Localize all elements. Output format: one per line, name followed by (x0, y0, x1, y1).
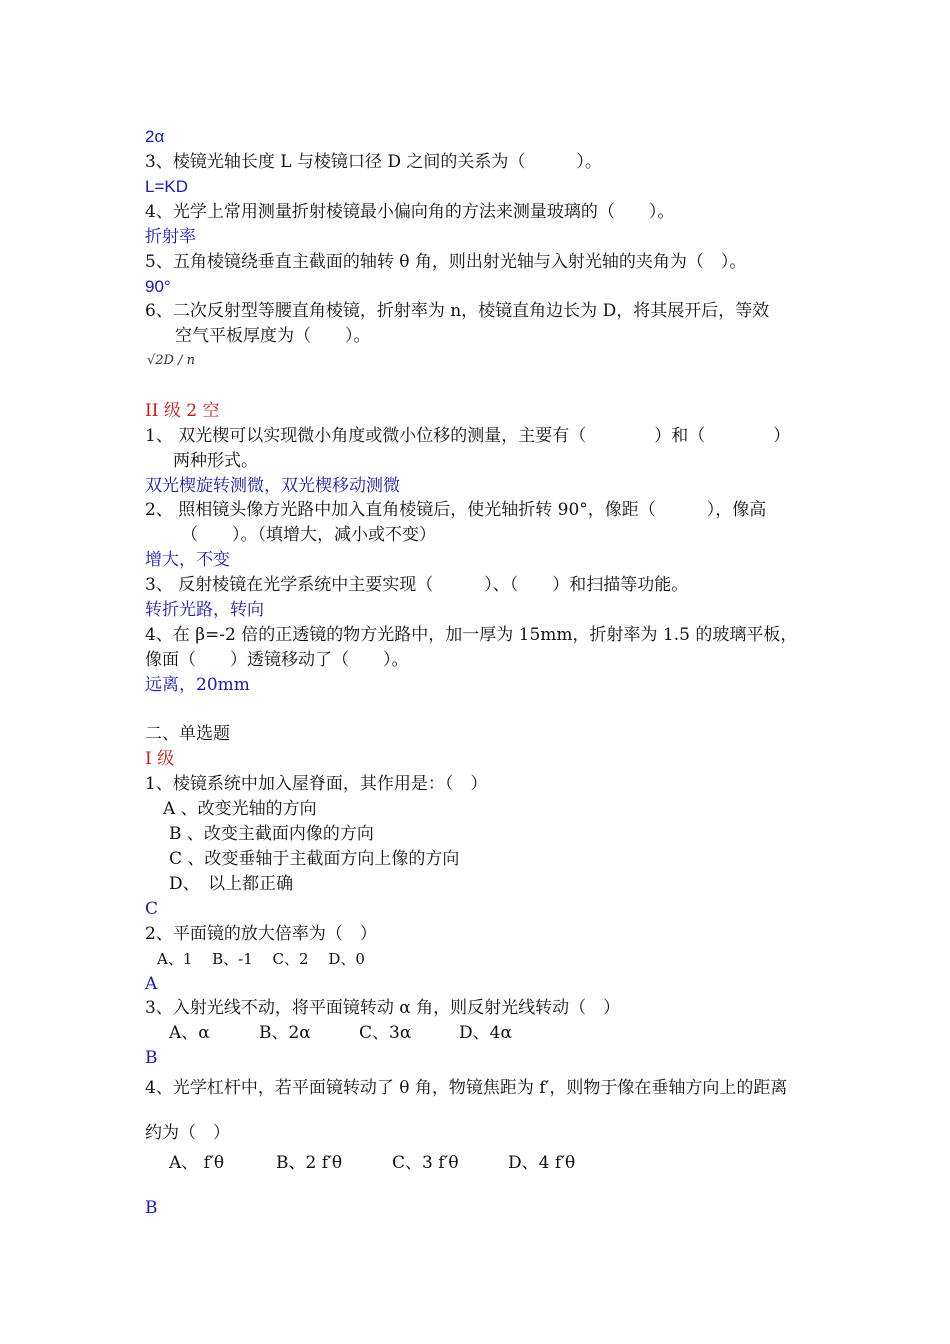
question-3: 3、棱镜光轴长度 L 与棱镜口径 D 之间的关系为（ ）。 (145, 152, 602, 172)
answer-6-formula: √2D / n (147, 353, 195, 368)
answer-3: L=KD (145, 177, 188, 196)
option-c: C 、改变垂轴于主截面方向上像的方向 (169, 849, 460, 869)
option-d: D、 以上都正确 (169, 874, 294, 894)
question-2-line1: 2、 照相镜头像方光路中加入直角棱镜后，使光轴折转 90°，像距（ ），像高 (145, 500, 767, 520)
choice-question-1: 1、棱镜系统中加入屋脊面，其作用是：（ ） (145, 774, 488, 794)
choice-answer-2: A (145, 974, 158, 994)
question-4-line2: 像面（ ）透镜移动了（ ）。 (145, 650, 409, 670)
option-d: D、4α (459, 1023, 512, 1043)
answer-5: 90° (145, 277, 171, 296)
question-6-line2: 空气平板厚度为（ ）。 (175, 326, 371, 346)
choice-question-2: 2、平面镜的放大倍率为（ ） (145, 924, 377, 944)
choice-question-4-line2: 约为（ ） (145, 1123, 230, 1143)
option-a: A、 f′θ (169, 1153, 225, 1173)
option-c: C、3 f′θ (392, 1153, 459, 1173)
choice-answer-1: C (145, 899, 159, 919)
option-a: A、α (169, 1023, 210, 1043)
level-heading: I 级 (145, 749, 175, 769)
option-a: A 、改变光轴的方向 (163, 799, 317, 819)
choice-question-3: 3、入射光线不动，将平面镜转动 α 角，则反射光线转动（ ） (145, 998, 621, 1018)
option-d: D、4 f′θ (508, 1153, 576, 1173)
question-3: 3、 反射棱镜在光学系统中主要实现（ ）、（ ）和扫描等功能。 (145, 575, 689, 595)
question-4-line1: 4、在 β=-2 倍的正透镜的物方光路中，加一厚为 15mm，折射率为 1.5 的玻璃平板， (145, 625, 798, 645)
answer-2: 增大，不变 (145, 550, 230, 570)
choice-question-4-line1: 4、光学杠杆中，若平面镜转动了 θ 角，物镜焦距为 f′，则物于像在垂轴方向上的距离 (145, 1078, 788, 1098)
choice-answer-4: B (145, 1198, 158, 1218)
level-heading: II 级 2 空 (145, 401, 220, 421)
question-1-line2: 两种形式。 (173, 451, 258, 471)
question-5: 5、五角棱镜绕垂直主截面的轴转 θ 角，则出射光轴与入射光轴的夹角为（ ）。 (145, 252, 747, 272)
choice-answer-3: B (145, 1048, 158, 1068)
option-b: B、2 f′θ (276, 1153, 343, 1173)
option-b: B 、改变主截面内像的方向 (169, 824, 374, 844)
answer-3: 转折光路，转向 (145, 600, 264, 620)
options-row: A、1 B、-1 C、2 D、0 (157, 950, 365, 968)
question-1-line1: 1、 双光楔可以实现微小角度或微小位移的测量，主要有（ ）和（ ） (145, 426, 791, 446)
answer-4: 折射率 (145, 227, 196, 247)
option-b: B、2α (259, 1023, 311, 1043)
answer-text: 2α (145, 127, 165, 146)
question-2-line2: （ ）。（填增大，减小或不变） (181, 525, 436, 545)
answer-1: 双光楔旋转测微，双光楔移动测微 (145, 476, 400, 496)
question-6-line1: 6、二次反射型等腰直角棱镜，折射率为 n，棱镜直角边长为 D，将其展开后，等效 (145, 301, 770, 321)
section-title: 二、单选题 (145, 724, 230, 744)
question-4: 4、光学上常用测量折射棱镜最小偏向角的方法来测量玻璃的（ ）。 (145, 202, 675, 222)
option-c: C、3α (359, 1023, 412, 1043)
answer-4: 远离，20mm (145, 675, 250, 695)
